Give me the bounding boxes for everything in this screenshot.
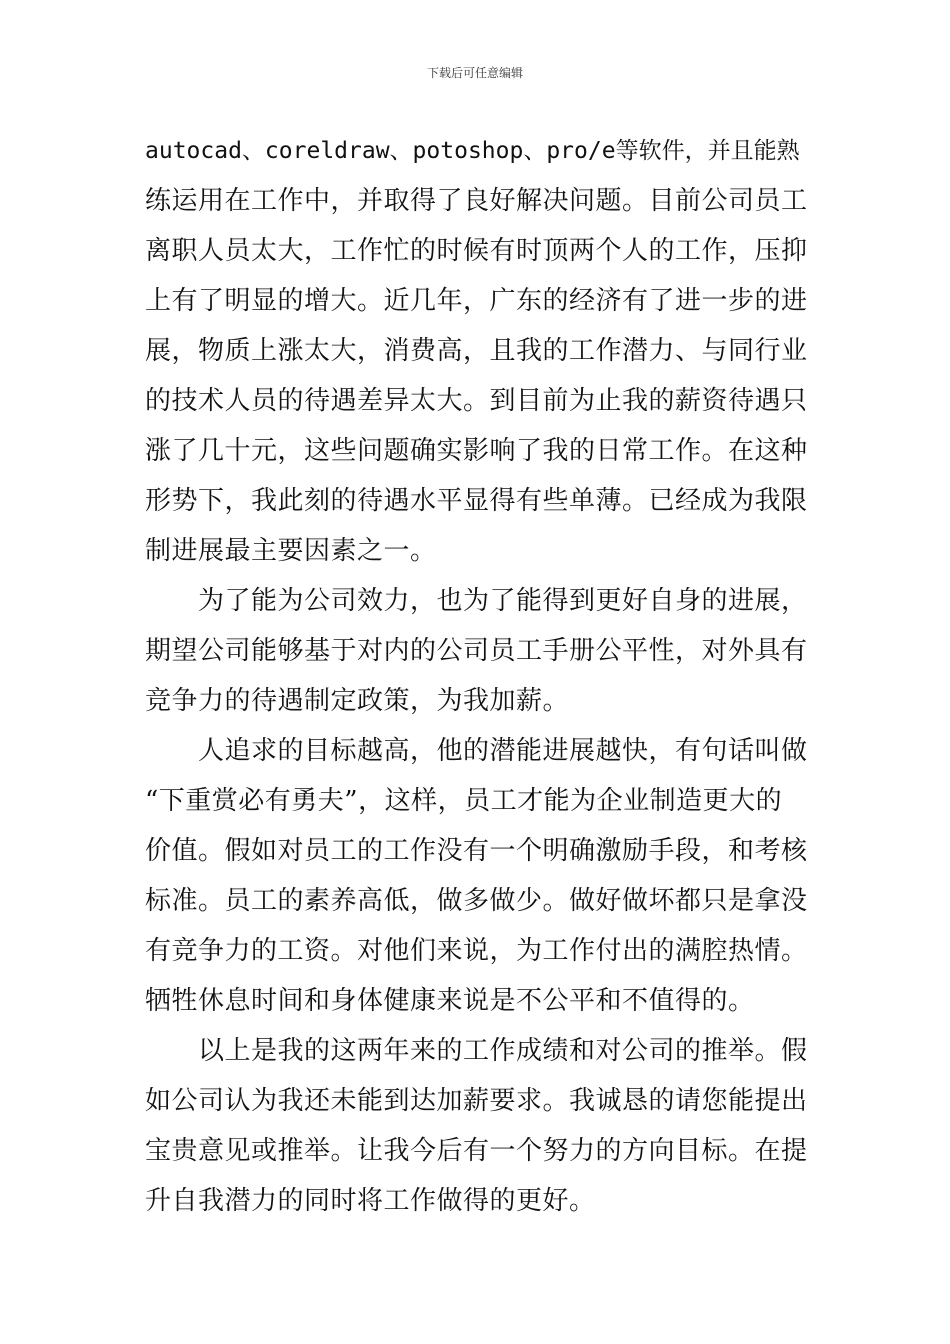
paragraph-line: 升自我潜力的同时将工作做得的更好。 [145,1186,596,1216]
paragraph-line: 形势下，我此刻的待遇水平显得有些单薄。已经成为我限 [145,486,808,516]
paragraph-line: 上有了明显的增大。近几年，广东的经济有了进一步的进 [145,286,808,316]
header-note: 下载后可任意编辑 [426,66,523,80]
paragraph-line: 如公司认为我还未能到达加薪要求。我诚恳的请您能提出 [145,1086,808,1116]
paragraph-line: 标准。员工的素养高低，做多做少。做好做坏都只是拿没 [145,886,808,916]
paragraph-line: 竞争力的待遇制定政策，为我加薪。 [145,686,570,716]
paragraph-line: 制进展最主要因素之一。 [145,536,437,566]
paragraph-line: 以上是我的这两年来的工作成绩和对公司的推举。假 [198,1036,808,1066]
paragraph-line: 人追求的目标越高，他的潜能进展越快，有句话叫做 [198,736,808,766]
paragraph-line: “下重赏必有勇夫”，这样，员工才能为企业制造更大的 [145,786,783,816]
paragraph-line: 涨了几十元，这些问题确实影响了我的日常工作。在这种 [145,436,808,466]
paragraph-line: 牺牲休息时间和身体健康来说是不公平和不值得的。 [145,986,755,1016]
paragraph-line: autocad、coreldraw、potoshop、pro/e等软件，并且能熟 [145,138,800,164]
body-text [145,126,810,1226]
paragraph-line: 为了能为公司效力，也为了能得到更好自身的进展， [198,586,808,616]
paragraph-line: 练运用在工作中，并取得了良好解决问题。目前公司员工 [145,186,808,216]
paragraph-line: 期望公司能够基于对内的公司员工手册公平性，对外具有 [145,636,808,666]
paragraph-line: 的技术人员的待遇差异太大。到目前为止我的薪资待遇只 [145,386,808,416]
paragraph-line: 离职人员太大，工作忙的时候有时顶两个人的工作，压抑 [145,236,808,266]
paragraph-line: 展，物质上涨太大，消费高，且我的工作潜力、与同行业 [145,336,808,366]
paragraph-line: 有竞争力的工资。对他们来说，为工作付出的满腔热情。 [145,936,808,966]
paragraph-line: 价值。假如对员工的工作没有一个明确激励手段，和考核 [145,836,808,866]
paragraph-line: 宝贵意见或推举。让我今后有一个努力的方向目标。在提 [145,1136,808,1166]
